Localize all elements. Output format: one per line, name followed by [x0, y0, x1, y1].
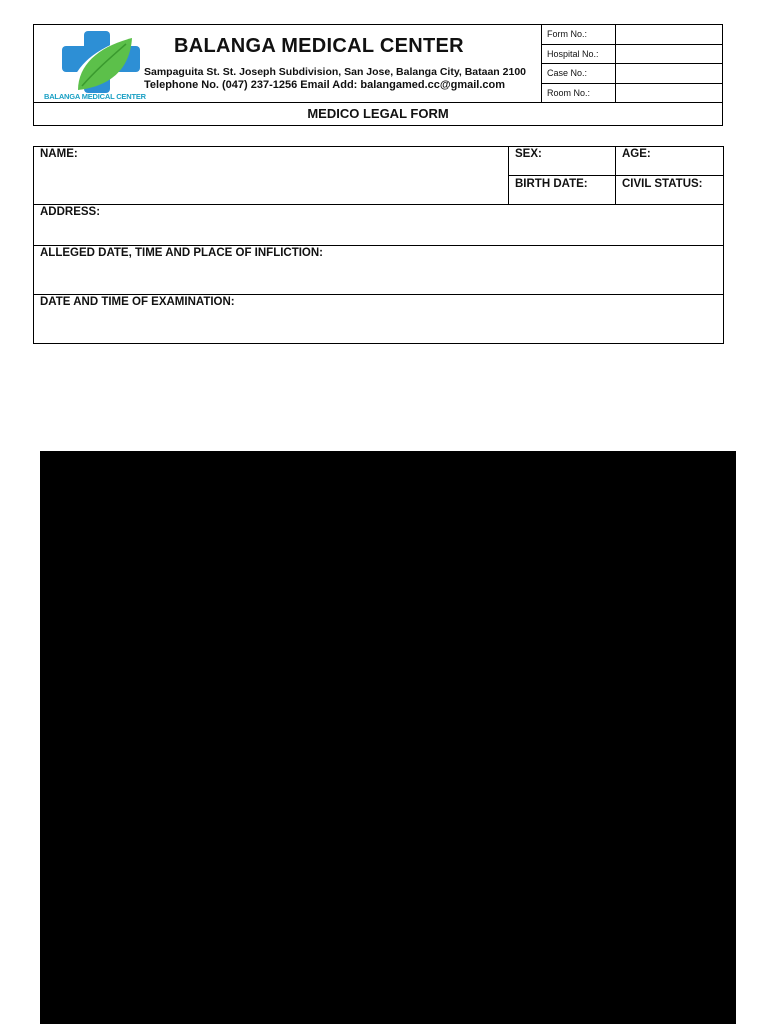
case-number-field[interactable]: [616, 64, 723, 84]
medical-center-name: BALANGA MEDICAL CENTER: [174, 35, 464, 57]
form-title: MEDICO LEGAL FORM: [33, 102, 723, 126]
redacted-image-block: [40, 451, 736, 1024]
name-field[interactable]: [34, 147, 508, 204]
medical-cross-leaf-logo: [42, 28, 152, 102]
logo-caption: BALANGA MEDICAL CENTER: [44, 92, 146, 101]
case-number-label: Case No.:: [542, 64, 616, 84]
infliction-details-field[interactable]: [34, 246, 723, 294]
letterhead: [33, 24, 723, 103]
medical-center-contact: Telephone No. (047) 237-1256 Email Add: balangamed.cc@gmail.com: [144, 79, 506, 91]
civil-status-label: CIVIL STATUS:: [622, 178, 703, 190]
reference-row-room: [542, 83, 723, 103]
reference-row-case: [542, 64, 723, 84]
medical-center-address: Sampaguita St. St. Joseph Subdivision, San Jose, Balanga City, Bataan 2100: [144, 66, 526, 78]
form-number-field[interactable]: [616, 25, 723, 45]
age-label: AGE:: [622, 148, 651, 160]
birth-date-label: BIRTH DATE:: [515, 178, 588, 190]
examination-datetime-field[interactable]: [34, 295, 723, 343]
room-number-label: Room No.:: [542, 83, 616, 103]
examination-datetime-label: DATE AND TIME OF EXAMINATION:: [40, 296, 235, 308]
civil-status-field[interactable]: [616, 176, 723, 204]
hospital-number-label: Hospital No.:: [542, 44, 616, 64]
reference-numbers-table: [541, 24, 723, 103]
address-field[interactable]: [34, 205, 723, 245]
room-number-field[interactable]: [616, 83, 723, 103]
sex-field[interactable]: [509, 147, 615, 175]
name-label: NAME:: [40, 148, 78, 160]
form-number-label: Form No.:: [542, 25, 616, 45]
patient-info-table: [33, 146, 724, 344]
reference-row-form: [542, 25, 723, 45]
hospital-number-field[interactable]: [616, 44, 723, 64]
reference-row-hospital: [542, 44, 723, 64]
birth-date-field[interactable]: [509, 176, 615, 204]
infliction-details-label: ALLEGED DATE, TIME AND PLACE OF INFLICTION:: [40, 247, 324, 259]
address-label: ADDRESS:: [40, 206, 101, 218]
age-field[interactable]: [616, 147, 723, 175]
sex-label: SEX:: [515, 148, 542, 160]
